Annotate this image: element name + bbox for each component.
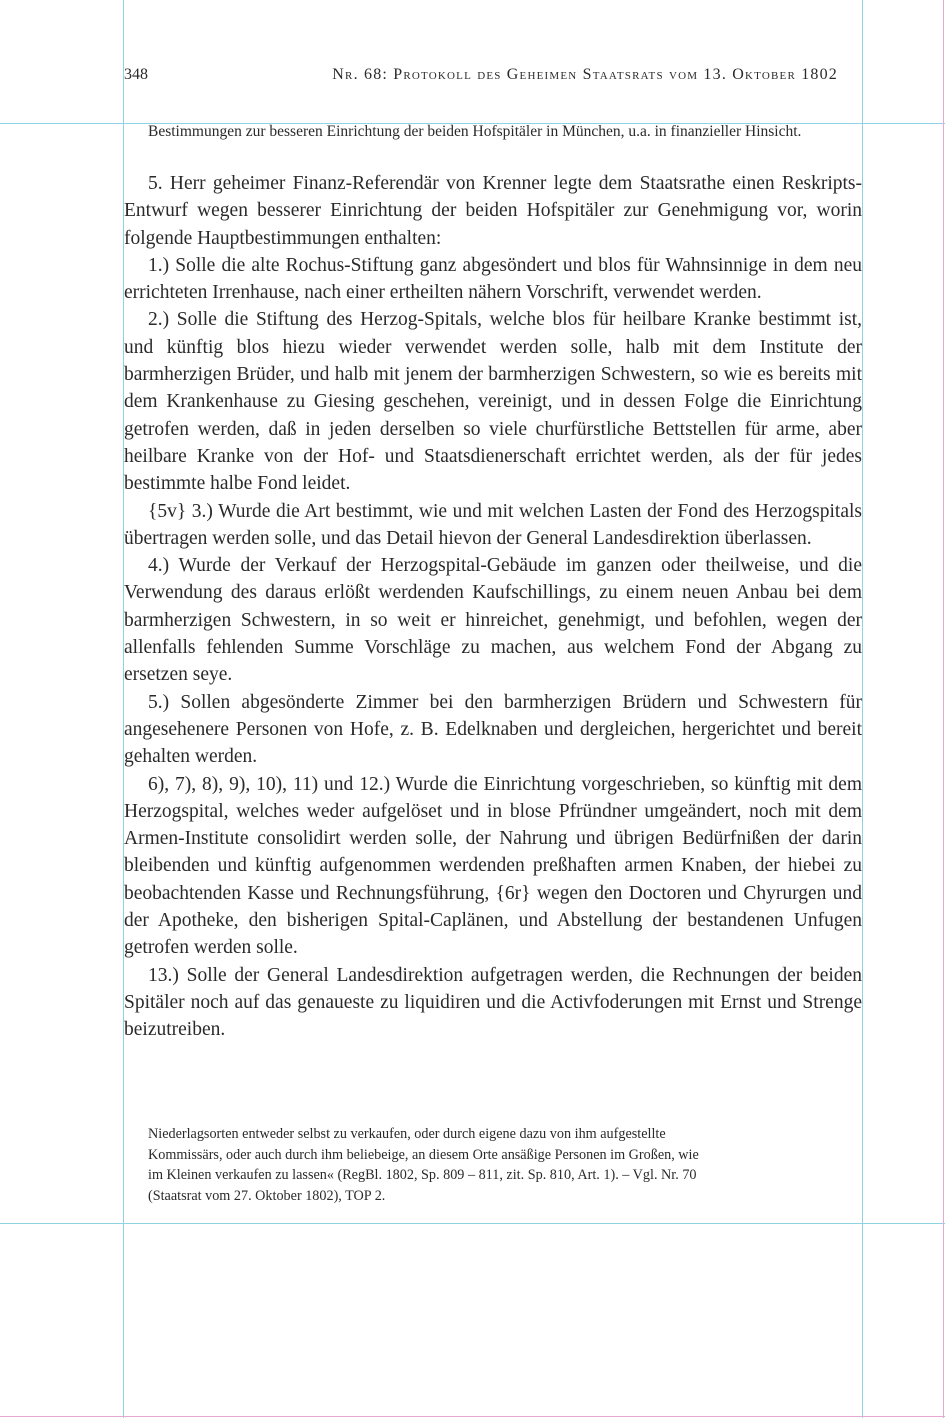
paragraph: 4.) Wurde der Verkauf der Herzogspital-Gebäude im ganzen oder theilweise, und die Verwendung des daraus erlößt werdenden Kaufschillings, zu einem neuen Anbau bei dem barmherzigen Schwestern, in so weit er hinreichet, genehmigt, und befohlen, wegen der allenfalls fehlenden Summe Vorschläge zu machen, aus welchem Fond der Abgang zu ersetzen seye. xyxy=(124,555,862,686)
section-summary: Bestimmungen zur besseren Einrichtung der beiden Hofspitäler in München, u.a. in finanzieller Hinsicht. xyxy=(148,123,802,140)
page-edge-right xyxy=(943,0,944,1418)
paragraph: 2.) Solle die Stiftung des Herzog-Spitals, welche blos für heilbare Kranke bestimmt ist, und künftig blos hiezu wieder verwendet werden solle, halb mit dem Institute der barmherzigen Brüder, und halb mit jenem der barmherzigen Schwestern, so wie es bereits mit dem Krankenhause zu Giesing geschehen, vereinigt, und in dessen Folge die Einrichtung getrofen werden, daß in jeden derselben so viele churfürstliche Bettstellen für arme, aber heilbare Kranke von der Hof- und Staatsdienerschaft errichtet werden, als der für jedes bestimmte halbe Fond leidet. xyxy=(124,309,862,495)
paragraph: 1.) Solle die alte Rochus-Stiftung ganz abgesöndert und blos für Wahnsinnige in dem neu errichteten Irrenhause, nach einer ertheilten nähern Vorschrift, verwendet werden. xyxy=(124,254,862,304)
page-number: 348 xyxy=(124,66,148,83)
paragraph: 6), 7), 8), 9), 10), 11) und 12.) Wurde die Einrichtung vorgeschrieben, so künftig mit dem Herzogspital, welches weder aufgelöset und in blose Pfründner umgeändert, noch mit dem Armen-Institute consolidirt werden solle, der Nahrung und übrigen Bedürfnißen der darin bleibenden und künftig aufgenommen werdenden preßhaften armen Knaben, der hiebei zu beobachtenden Kasse und Rechnungsführung, {6r} wegen den Doctoren und Chyrurgen und der Apotheke, den bisherigen Spital-Caplänen, und Abstellung der bestandenen Unfugen getrofen werden solle. xyxy=(124,773,862,959)
running-title: Nr. 68: Protokoll des Geheimen Staatsrats vom 13. Oktober 1802 xyxy=(332,66,838,83)
margin-guide-bottom xyxy=(0,1223,945,1224)
paragraph: 5.) Sollen abgesönderte Zimmer bei den barmherzigen Brüdern und Schwestern für angesehenere Personen von Hofe, z. B. Edelknaben und dergleichen, hergerichtet und bereit gehalten werden. xyxy=(124,691,862,768)
paragraph: 13.) Solle der General Landesdirektion aufgetragen werden, die Rechnungen der beiden Spitäler noch auf das genaueste zu liquidiren und die Activfoderungen mit Ernst und Strenge beizutreiben. xyxy=(124,964,862,1041)
footnote: Niederlagsorten entweder selbst zu verkaufen, oder durch eigene dazu von ihm aufgestellte Kommissärs, oder auch durch ihm beliebeige, an diesem Orte ansäßige Personen im Großen, wie im Kleinen verkaufen zu lassen« (RegBl. 1802, Sp. 809 – 811, zit. Sp. 810, Art. 1). – Vgl. Nr. 70 (Staatsrat vom 27. Oktober 1802), TOP 2. xyxy=(148,1126,699,1204)
paragraph: {5v} 3.) Wurde die Art bestimmt, wie und mit welchen Lasten der Fond des Herzogspitals übertragen werden solle, und das Detail hievon der General Landesdirektion überlassen. xyxy=(124,500,862,549)
main-text xyxy=(124,170,862,1044)
page-edge-bottom xyxy=(0,1416,945,1417)
running-header xyxy=(124,66,838,88)
paragraph: 5. Herr geheimer Finanz-Referendär von Krenner legte dem Staatsrathe einen Reskripts-Entwurf wegen besserer Einrichtung der beiden Hofspitäler zur Genehmigung vor, worin folgende Hauptbestimmungen enthalten: xyxy=(124,173,862,249)
margin-guide-right xyxy=(862,0,863,1418)
